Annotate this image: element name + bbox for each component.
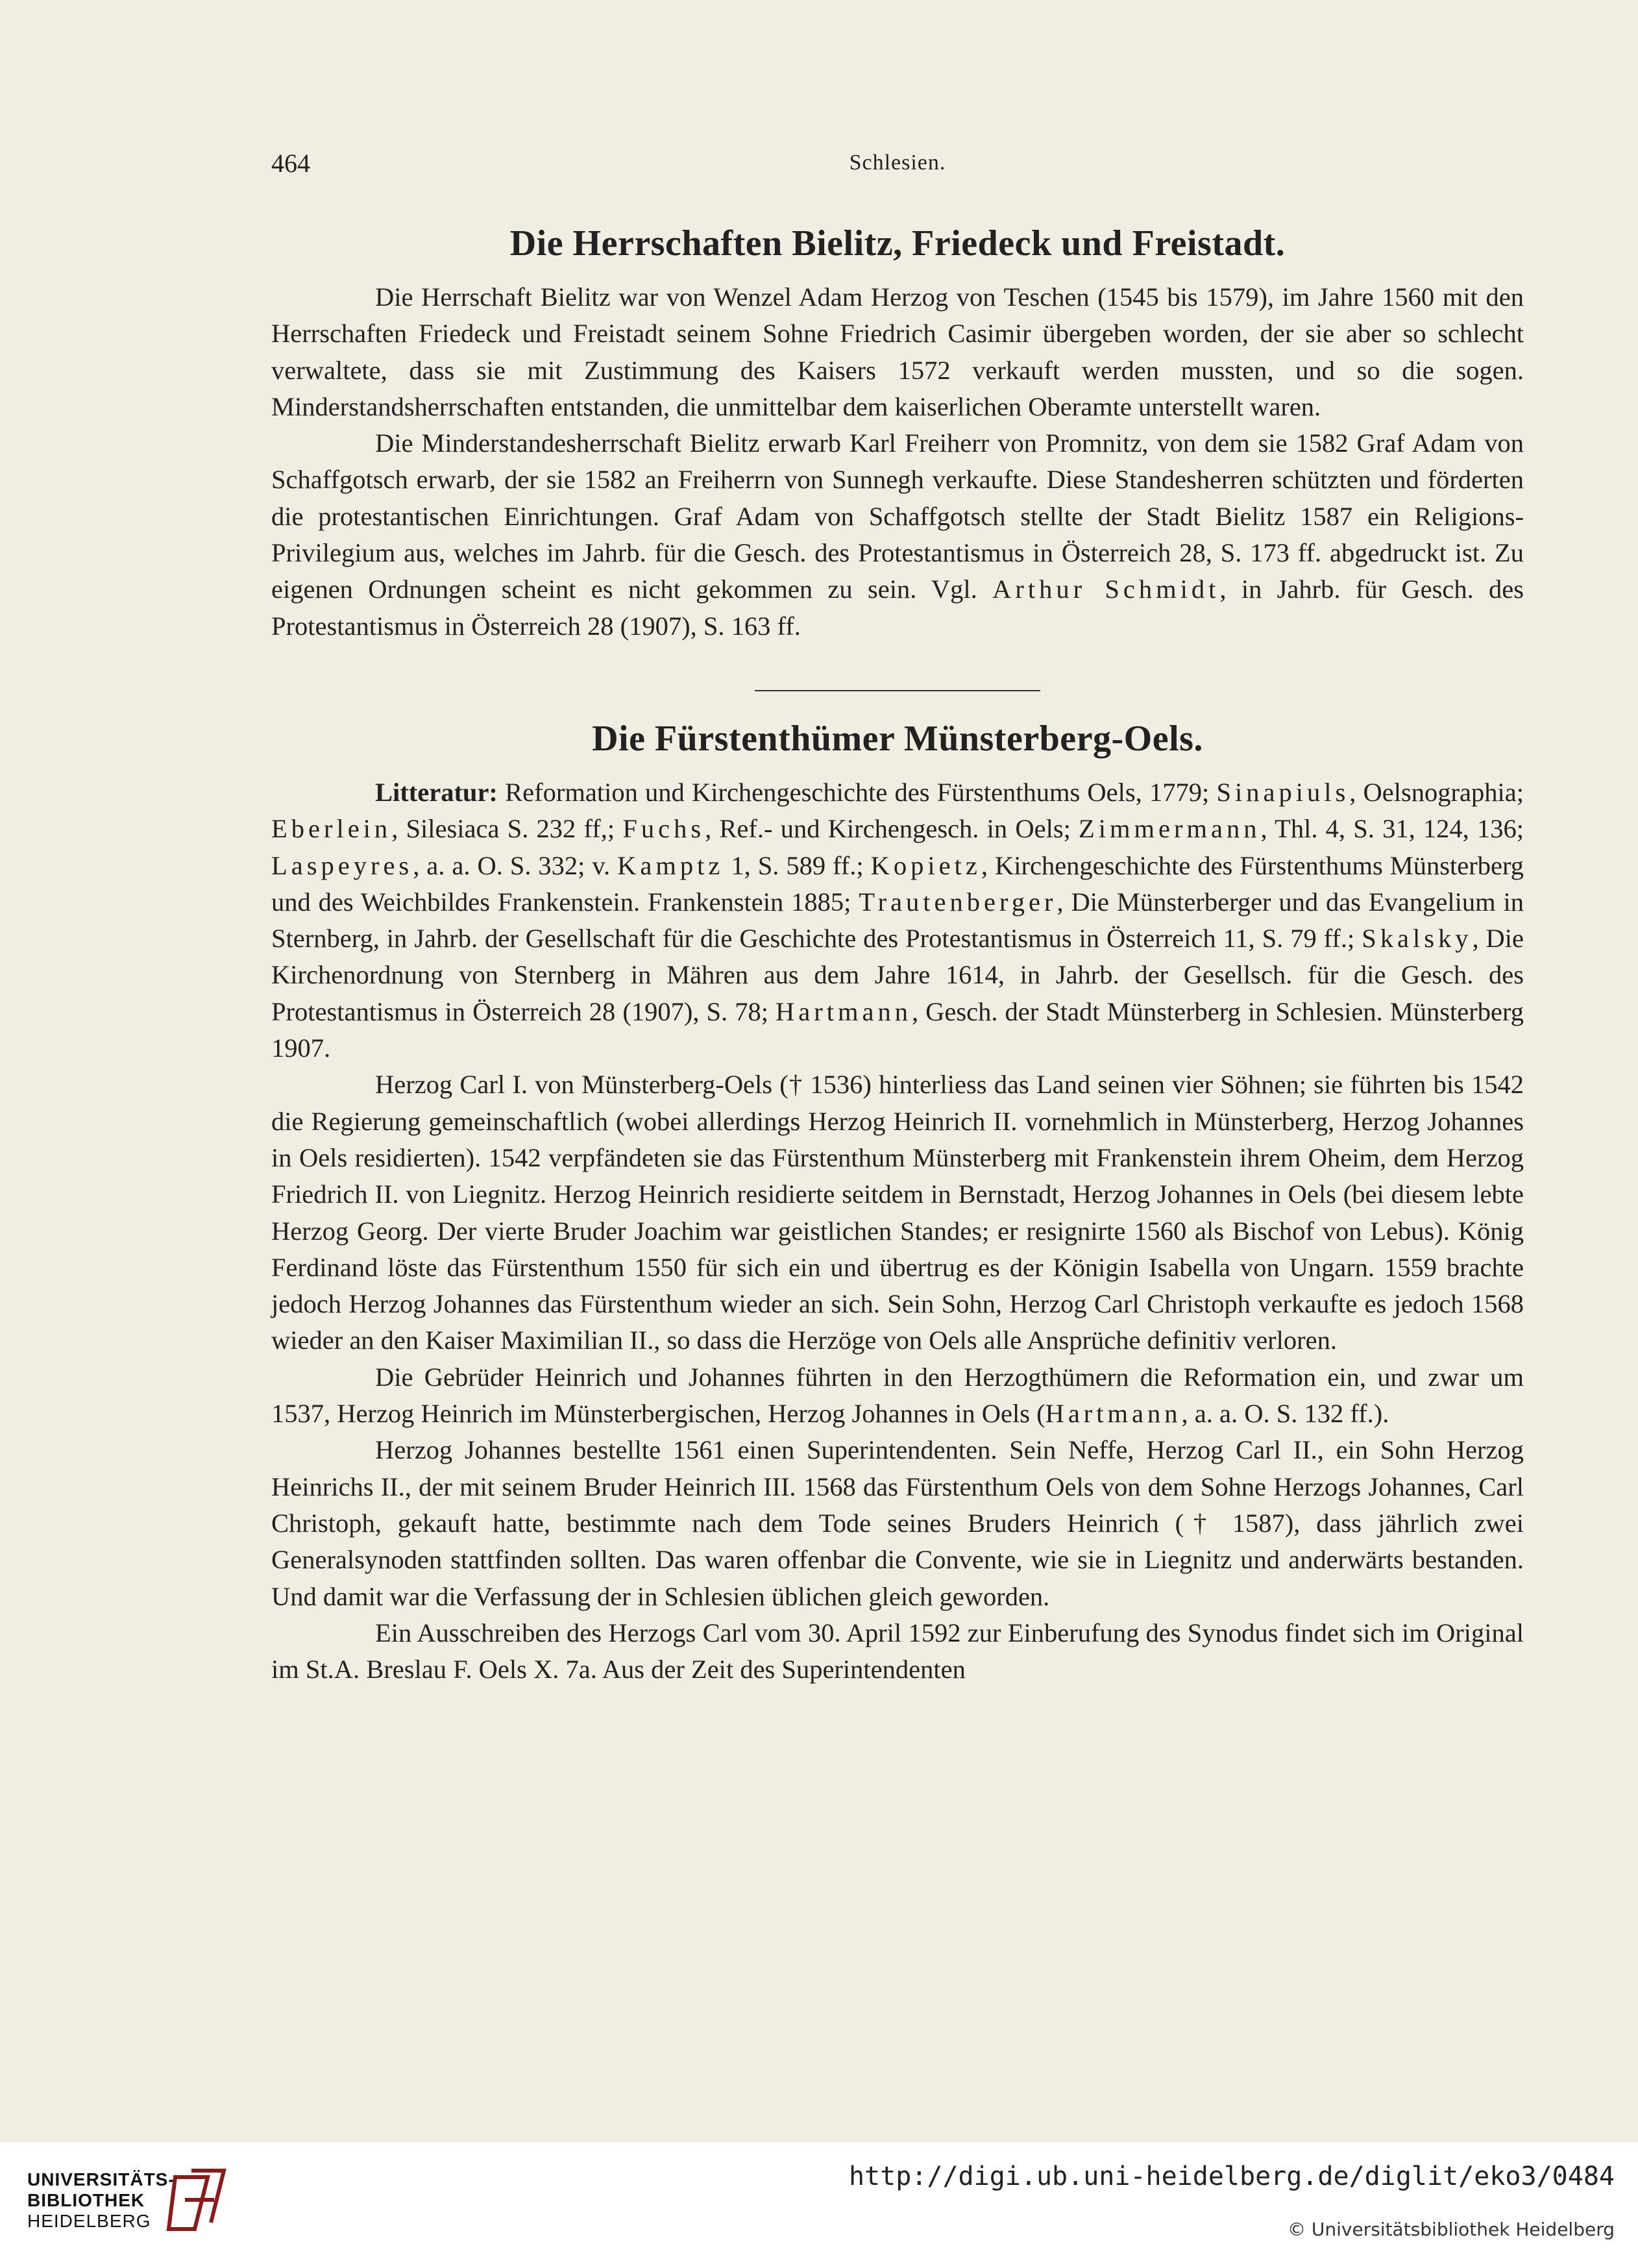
library-footer: [0, 2142, 1638, 2268]
literature-paragraph: [271, 774, 1524, 1066]
author-name: Zimmermann: [1079, 814, 1261, 844]
paragraph-text: Die Gebrüder Heinrich und Johannes führten in den Herzogthümern die Reformation ein, und zwar um 1537, Herzog Heinrich im Münsterbergischen, Herzog Johannes in Oels (: [271, 1362, 1524, 1429]
running-header: [271, 148, 1524, 187]
paragraph-text: Die Minderstandesherrschaft Bielitz erwarb Karl Freiherr von Promnitz, von dem sie 1582 Graf Adam von Schaffgotsch erwarb, der sie 1582 an Freiherrn von Sunnegh verkaufte. Diese Standesherren schützten und förderten die protestantischen Einrichtungen. Graf Adam von Schaffgotsch stellte der Stadt Bielitz 1587 ein Religions-Privilegium aus, welches im Jahrb. für die Gesch. des Protestantismus in Österreich 28, S. 173 ff. abgedruckt ist. Zu eigenen Ordnungen scheint es nicht gekommen zu sein. Vgl.: [271, 428, 1524, 604]
section-title-bielitz: Die Herrschaften Bielitz, Friedeck und Freistadt.: [509, 223, 1286, 264]
permalink-url[interactable]: http://digi.ub.uni-heidelberg.de/diglit/eko3/0484: [848, 2162, 1615, 2191]
literature-text: , Gesch. der Stadt Münsterberg in Schlesien. Münsterberg 1907.: [271, 996, 1524, 1063]
paragraph: Ein Ausschreiben des Herzogs Carl vom 30. April 1592 zur Einberufung des Synodus findet sich im Original im St.A. Breslau F. Oels X. 7a. Aus der Zeit des Superintendenten: [271, 1618, 1524, 1684]
section-divider: [755, 690, 1040, 691]
author-name: Arthur Schmidt: [992, 574, 1220, 604]
page-content: [271, 214, 1524, 1688]
author-name: Laspeyres: [271, 850, 413, 880]
page-number: 464: [271, 149, 310, 178]
library-logo-icon: [162, 2164, 234, 2242]
paragraph: [271, 425, 1524, 645]
paragraph: [271, 1359, 1524, 1433]
author-name: Trautenberger: [859, 887, 1057, 917]
author-name: Eberlein: [271, 814, 392, 844]
literature-text: 1, S. 589 ff.;: [724, 850, 871, 880]
literature-text: , Silesiaca S. 232 ff,;: [391, 814, 623, 844]
literature-text: , Thl. 4, S. 31, 124, 136;: [1260, 814, 1524, 844]
author-name: Kopietz: [870, 850, 981, 880]
literature-text: , Die Kirchenordnung von Sternberg in Mähren aus dem Jahre 1614, in Jahrb. der Gesellsch. für die Gesch. des Protestantismus in Österreich 28 (1907), S. 78;: [271, 924, 1524, 1026]
paragraph: Herzog Carl I. von Münsterberg-Oels († 1536) hinterliess das Land seinen vier Söhnen; sie führten bis 1542 die Regierung gemeinschaftlich (wobei allerdings Herzog Heinrich II. vornehmlich in Münsterberg, Herzog Johannes in Oels residierten). 1542 verpfändeten sie das Fürstenthum Münsterberg mit Frankenstein ihrem Oheim, dem Herzog Friedrich II. von Liegnitz. Herzog Heinrich residierte seitdem in Bernstadt, Herzog Johannes in Oels (bei diesem lebte Herzog Georg. Der vierte Bruder Joachim war geistlichen Standes; er resignirte 1560 als Bischof von Lebus). König Ferdinand löste das Fürstenthum 1550 für sich ein und übertrug es der Königin Isabella von Ungarn. 1559 brachte jedoch Herzog Johannes das Fürstenthum wieder an sich. Sein Sohn, Herzog Carl Christoph verkaufte es jedoch 1568 wieder an den Kaiser Maximilian II., so dass die Herzöge von Oels alle Ansprüche definitiv verloren.: [271, 1070, 1524, 1355]
copyright-notice: © Universitätsbibliothek Heidelberg: [1287, 2219, 1615, 2240]
section-title-muensterberg-oels: Die Fürstenthümer Münsterberg-Oels.: [592, 718, 1203, 759]
logo-line: HEIDELBERG: [27, 2211, 151, 2231]
author-name: Sinapiuls: [1216, 777, 1350, 807]
author-name: Kamptz: [617, 850, 724, 880]
author-name: Fuchs: [622, 814, 705, 844]
paragraph: Herzog Johannes bestellte 1561 einen Superintendenten. Sein Neffe, Herzog Carl II., ein Sohn Herzog Heinrichs II., der mit seinem Bruder Heinrich III. 1568 das Fürstenthum Oels von dem Sohne Herzogs Johannes, Carl Christoph, gekauft hatte, bestimmte nach dem Tode seines Bruders Heinrich († 1587), dass jährlich zwei Generalsynoden stattfinden sollten. Das waren offenbar die Convente, wie sie in Liegnitz und anderwärts bestanden. Und damit war die Verfassung der in Schlesien üblichen gleich geworden.: [271, 1435, 1524, 1611]
paragraph-text: , a. a. O. S. 132 ff.).: [1181, 1399, 1389, 1429]
author-name: Skalsky: [1362, 924, 1473, 954]
logo-line: BIBLIOTHEK: [27, 2190, 145, 2210]
literature-text: , a. a. O. S. 332; v.: [413, 850, 618, 880]
author-name: Hartmann: [776, 996, 912, 1026]
literature-text: , Oelsnographia;: [1349, 777, 1524, 807]
literature-text: Reformation und Kirchengeschichte des Fürstenthums Oels, 1779;: [497, 777, 1217, 807]
logo-line: UNIVERSITÄTS-: [27, 2169, 175, 2189]
literature-text: , Die Münsterberger und das Evangelium in Sternberg, in Jahrb. der Gesellschaft für die Geschichte des Protestantismus in Österreich 11, S. 79 ff.;: [271, 887, 1524, 954]
paragraph-text: , in Jahrb. für Gesch. des Protestantismus in Österreich 28 (1907), S. 163 ff.: [271, 574, 1524, 641]
author-name: Hartmann: [1045, 1399, 1182, 1429]
library-logo-text: [27, 2169, 175, 2232]
running-title: Schlesien.: [849, 151, 946, 175]
paragraph: Die Herrschaft Bielitz war von Wenzel Adam Herzog von Teschen (1545 bis 1579), im Jahre 1560 mit den Herrschaften Friedeck und Freistadt seinem Sohne Friedrich Casimir übergeben worden, der sie aber so schlecht verwaltete, dass sie mit Zustimmung des Kaisers 1572 verkauft werden mussten, und so die sogen. Minderstandsherrschaften entstanden, die unmittelbar dem kaiserlichen Oberamte unterstellt waren.: [271, 282, 1524, 421]
literature-text: , Kirchengeschichte des Fürstenthums Münsterberg und des Weichbildes Frankenstein. Frankenstein 1885;: [271, 850, 1524, 917]
literature-text: , Ref.- und Kirchengesch. in Oels;: [705, 814, 1079, 844]
literature-label: Litteratur:: [375, 777, 498, 807]
